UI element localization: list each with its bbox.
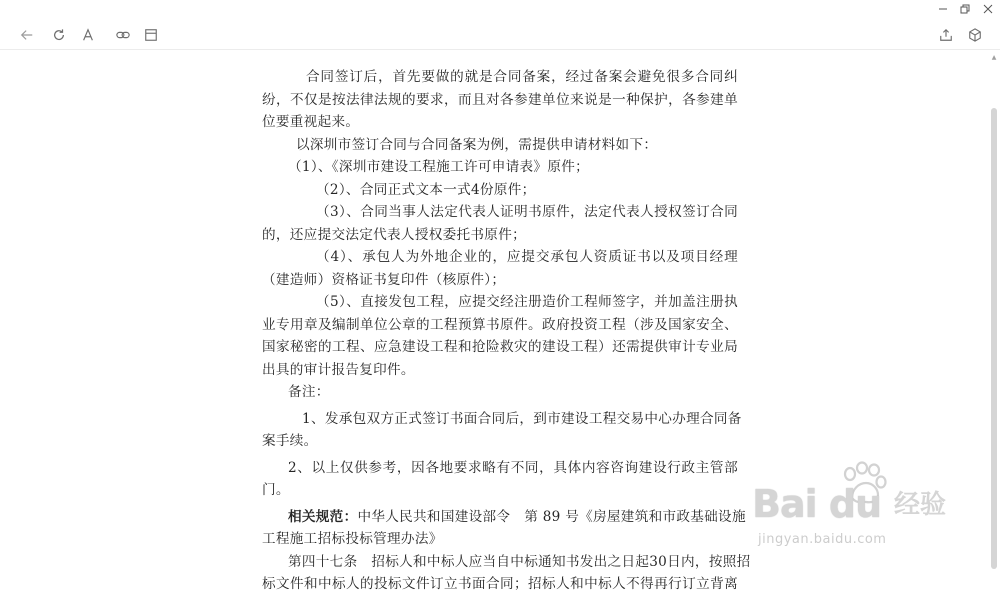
paragraph: （建造师）资格证书复印件（核原件）；: [262, 271, 506, 288]
paragraph: 纷，不仅是按法律法规的要求，而且对各参建单位来说是一种保护，各参建单: [262, 91, 738, 108]
close-icon[interactable]: [980, 2, 996, 16]
paragraph: （4）、承包人为外地企业的，应提交承包人资质证书以及项目经理: [316, 249, 738, 265]
minimize-icon[interactable]: [935, 2, 951, 16]
refresh-icon[interactable]: [50, 26, 68, 44]
paragraph: （1）、《深圳市建设工程施工许可申请表》原件；: [288, 159, 590, 175]
watermark-url: jingyan.baidu.com: [758, 532, 887, 547]
paragraph: 标文件和中标人的投标文件订立书面合同；招标人和中标人不得再行订立背离: [262, 576, 738, 592]
paragraph: 第四十七条 招标人和中标人应当自中标通知书发出之日起30日内，按照招: [288, 553, 751, 570]
paragraph: 出具的审计报告复印件。: [262, 361, 415, 378]
watermark-jingyan: 经验: [894, 490, 947, 520]
paragraph: 的，还应提交法定代表人授权委托书原件；: [262, 226, 526, 243]
baidu-watermark: [752, 462, 947, 562]
paragraph: 位要重视起来。: [262, 114, 360, 130]
related-spec-line: [262, 506, 746, 529]
related-spec-label: 相关规范：: [288, 508, 358, 525]
paragraph: 2、以上仅供参考，因各地要求略有不同，具体内容咨询建设行政主管部: [288, 459, 738, 476]
document-body: [262, 66, 751, 596]
paragraph: 案手续。: [262, 433, 318, 449]
paragraph: 业专用章及编制单位公章的工程预算书原件。政府投资工程（涉及国家安全、: [262, 316, 738, 333]
paragraph: （3）、合同当事人法定代表人证明书原件，法定代表人授权签订合同: [316, 204, 738, 220]
paragraph: 工程施工招标投标管理办法》: [262, 531, 443, 547]
related-spec-text: 中华人民共和国建设部令 第 89 号《房屋建筑和市政基础设施: [357, 508, 746, 525]
paragraph: 门。: [262, 482, 290, 498]
layout-icon[interactable]: [142, 26, 160, 44]
cube-icon[interactable]: [966, 26, 984, 44]
notes-heading: 备注：: [288, 384, 330, 400]
share-icon[interactable]: [937, 26, 955, 44]
back-arrow-icon[interactable]: [18, 26, 36, 44]
scrollbar[interactable]: [991, 108, 997, 569]
paragraph: （2）、合同正式文本一式4份原件；: [316, 181, 536, 198]
paragraph: 合同签订后，首先要做的就是合同备案，经过备案会避免很多合同纠: [306, 69, 738, 85]
watermark-logo: Bai du: [752, 482, 882, 526]
font-icon[interactable]: [79, 26, 97, 44]
scroll-up-arrow-icon[interactable]: ▲: [991, 54, 997, 61]
paragraph: 国家秘密的工程、应急建设工程和抢险救灾的建设工程）还需提供审计专业局: [262, 339, 738, 355]
paragraph: 以深圳市签订合同与合同备案为例，需提供申请材料如下：: [296, 136, 658, 153]
paragraph: 1、发承包双方正式签订书面合同后，到市建设工程交易中心办理合同备: [302, 410, 742, 427]
link-icon[interactable]: [114, 26, 132, 44]
paragraph: （5）、直接发包工程，应提交经注册造价工程师签字，并加盖注册执: [316, 294, 738, 310]
toolbar: [0, 0, 1000, 50]
restore-icon[interactable]: [957, 2, 973, 16]
